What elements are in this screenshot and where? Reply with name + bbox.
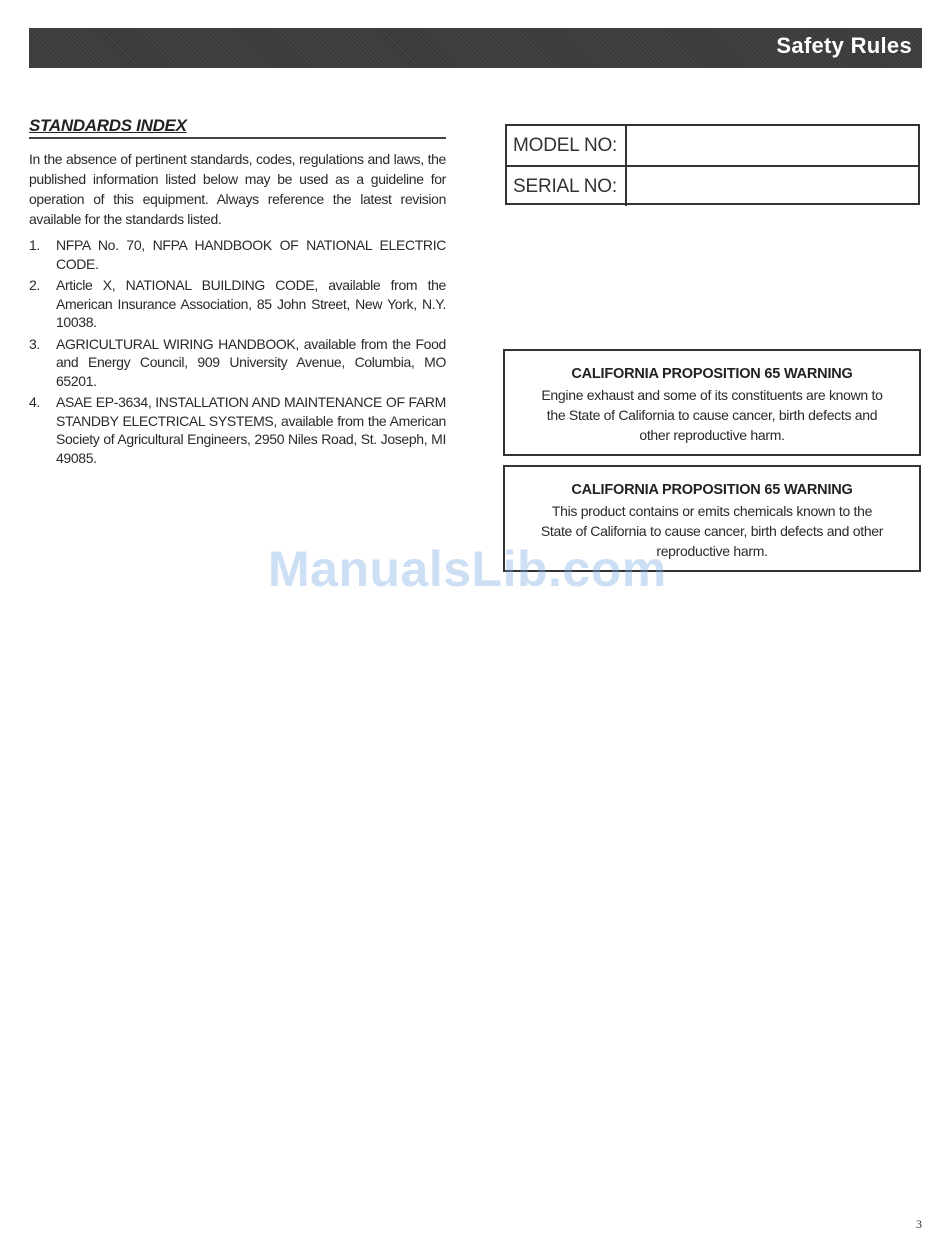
serial-row (507, 165, 918, 206)
warning-text: This product contains or emits chemicals known to the State of California to cause cancer, birth defects and other reproductive harm. (540, 503, 884, 559)
warning-title: CALIFORNIA PROPOSITION 65 WARNING (571, 482, 853, 498)
serial-label: SERIAL NO: (507, 167, 627, 206)
list-item (29, 335, 446, 391)
list-item-number: 3. (29, 335, 40, 352)
section-heading: STANDARDS INDEX (29, 116, 446, 139)
model-field[interactable] (627, 126, 918, 165)
list-item-text: NFPA No. 70, NFPA HANDBOOK OF NATIONAL ELECTRIC CODE. (56, 237, 446, 272)
serial-field[interactable] (627, 167, 918, 206)
list-item-number: 4. (29, 394, 40, 410)
standards-list (29, 236, 446, 467)
warning-text: Engine exhaust and some of its constituents are known to the State of California to cause cancer, birth defects and other reproductive harm. (541, 387, 883, 443)
header-bar (29, 28, 922, 68)
model-row (507, 126, 918, 165)
warning-title: CALIFORNIA PROPOSITION 65 WARNING (571, 366, 853, 382)
list-item-text: ASAE EP-3634, INSTALLATION AND MAINTENANCE OF FARM STANDBY ELECTRICAL SYSTEMS, available from the American Society of Agricultural Engineers, 2950 Niles Road, St. Joseph, MI 49085. (56, 394, 446, 466)
prop65-warning-exhaust (503, 349, 921, 456)
model-label: MODEL NO: (507, 126, 627, 165)
list-item (29, 276, 446, 332)
list-item-text: AGRICULTURAL WIRING HANDBOOK, available from the Food and Energy Council, 909 University Avenue, Columbia, MO 65201. (56, 335, 446, 389)
list-item (29, 393, 446, 467)
standards-intro: In the absence of pertinent standards, codes, regulations and laws, the published information listed below may be used as a guideline for operation of this equipment. Always reference the latest revision available for the standards listed. (29, 151, 446, 227)
list-item-number: 2. (29, 277, 40, 293)
list-item-number: 1. (29, 237, 40, 253)
standards-index-section (29, 116, 446, 470)
page-title: Safety Rules (776, 33, 912, 58)
list-item-text: Article X, NATIONAL BUILDING CODE, available from the American Insurance Association, 85 John Street, New York, N.Y. 10038. (56, 277, 446, 330)
list-item (29, 236, 446, 273)
watermark: ManualsLib.com (268, 541, 667, 597)
model-serial-table (505, 124, 920, 205)
page-number: 3 (916, 1217, 922, 1231)
